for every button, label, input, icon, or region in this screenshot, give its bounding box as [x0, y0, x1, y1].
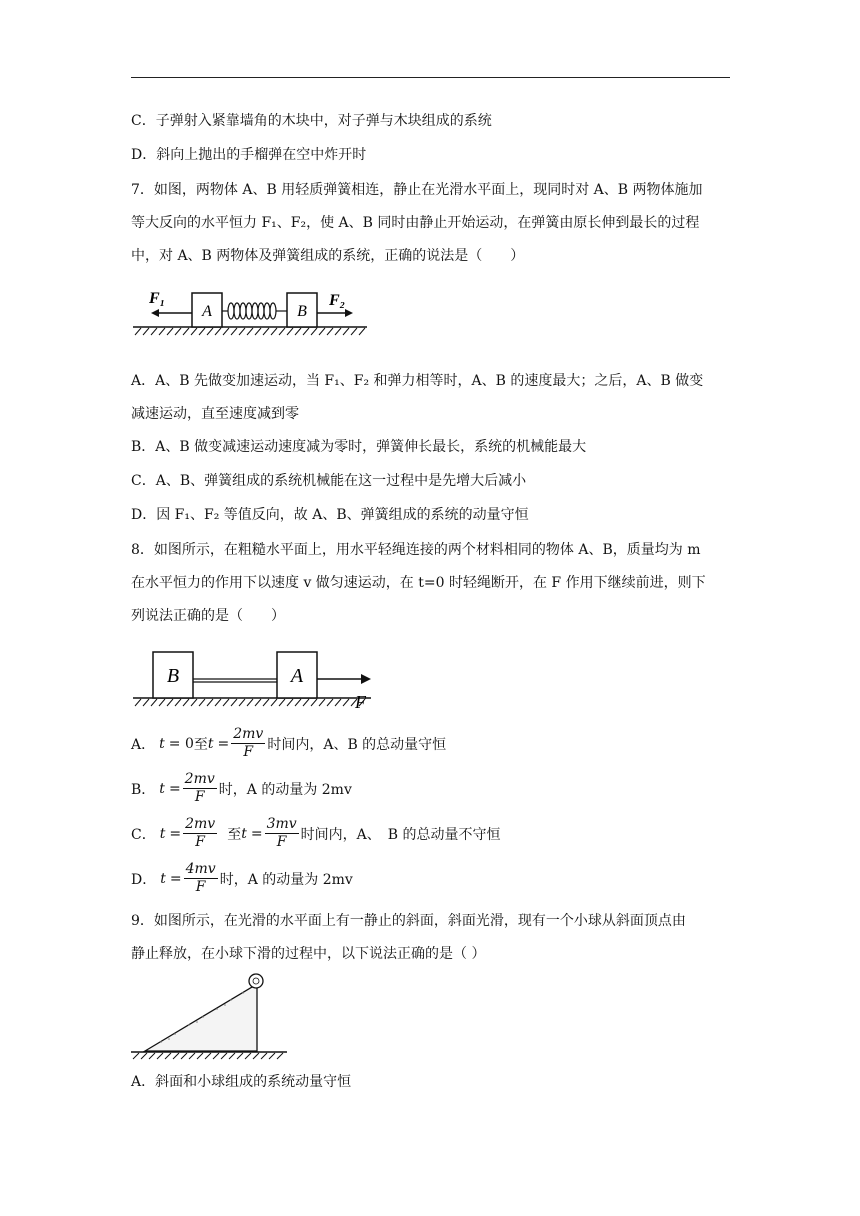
option-a7-line-2: 减速运动，直至速度减到零	[131, 406, 299, 422]
option-c8-var: t	[159, 825, 166, 842]
label-b: B	[297, 303, 307, 320]
fraction	[183, 771, 217, 806]
question-7-line-1: 7．如图，两物体 A、B 用轻质弹簧相连，静止在光滑水平面上，现同时对 A、B 两物体施加	[131, 182, 703, 198]
fraction-denominator: F	[195, 879, 206, 895]
option-d8-eq: =	[169, 870, 182, 887]
figure-8-rope-blocks	[131, 646, 381, 710]
option-d6: D．斜向上抛出的手榴弹在空中炸开时	[131, 147, 367, 163]
fraction-numerator: 2mv	[184, 771, 215, 787]
label-f1: F₁	[149, 290, 166, 307]
fraction-numerator: 2mv	[233, 726, 264, 742]
option-a9: A．斜面和小球组成的系统动量守恒	[131, 1074, 352, 1090]
spring	[222, 303, 287, 319]
label-b: B	[166, 665, 180, 687]
fraction-denominator: F	[243, 744, 254, 760]
label-f2: F₂	[329, 292, 346, 309]
option-a8-eq: =	[217, 735, 230, 752]
option-c8-eq2: =	[250, 825, 263, 842]
ball	[249, 974, 263, 988]
label-a: A	[202, 303, 212, 320]
option-b8	[131, 771, 352, 806]
option-b7: B．A、B 做变减速运动速度减为零时，弹簧伸长最长，系统的机械能最大	[131, 439, 587, 455]
figure-7-spring-blocks	[131, 283, 371, 341]
label-f: F	[355, 692, 366, 710]
option-c6: C．子弹射入紧靠墙角的木块中，对子弹与木块组成的系统	[131, 113, 492, 129]
option-a8-suffix: 时间内，A、B 的总动量守恒	[267, 736, 447, 753]
option-d8-suffix: 时，A 的动量为 2mv	[219, 871, 353, 888]
option-d8-var: t	[160, 870, 166, 887]
question-7-line-2: 等大反向的水平恒力 F₁、F₂，使 A、B 同时由静止开始运动，在弹簧由原长伸到最长的过程	[131, 215, 700, 231]
fraction-numerator: 2mv	[185, 816, 216, 832]
question-8-line-1: 8．如图所示，在粗糙水平面上，用水平轻绳连接的两个材料相同的物体 A、B，质量均为 m	[131, 542, 701, 558]
fraction-numerator: 3mv	[266, 816, 297, 832]
option-a8-to: 至	[193, 736, 208, 753]
option-a8	[131, 726, 446, 761]
fraction-denominator: F	[194, 789, 205, 805]
option-a8-var2: t	[207, 735, 214, 752]
fraction-denominator: F	[276, 834, 287, 850]
option-a8-eq0: = 0	[168, 735, 194, 752]
fraction-denominator: F	[195, 834, 205, 850]
option-a8-prefix: A．	[131, 736, 156, 753]
option-c8-to: 至	[227, 826, 242, 843]
question-8-line-2: 在水平恒力的作用下以速度 v 做匀速运动，在 t=0 时轻绳断开，在 F 作用下继续前进，则下	[131, 575, 706, 591]
fraction	[265, 816, 299, 851]
option-b8-var: t	[159, 780, 165, 797]
incline	[145, 984, 257, 1051]
option-a7-line-1: A．A、B 先做变加速运动，当 F₁、F₂ 和弹力相等时，A、B 的速度最大；之后，A、B 做变	[131, 373, 704, 389]
option-b8-prefix: B．	[131, 781, 156, 798]
figure-9-incline-ball	[131, 970, 291, 1062]
option-c8-suffix: 时间内，A、 B 的总动量不守恒	[300, 826, 501, 843]
option-b8-eq: =	[168, 780, 181, 797]
option-c7: C．A、B、弹簧组成的系统机械能在这一过程中是先增大后减小	[131, 473, 527, 489]
option-d8-prefix: D．	[131, 871, 157, 888]
option-c8-eq: =	[169, 825, 182, 842]
fraction-numerator: 4mv	[185, 861, 216, 877]
fraction	[184, 861, 218, 896]
option-a8-var: t	[159, 735, 165, 752]
label-a: A	[290, 665, 304, 687]
option-c8-var2: t	[241, 825, 247, 842]
option-b8-suffix: 时，A 的动量为 2mv	[218, 781, 352, 798]
question-9-line-1: 9．如图所示，在光滑的水平面上有一静止的斜面，斜面光滑，现有一个小球从斜面顶点由	[131, 913, 686, 929]
question-8-line-3: 列说法正确的是（ ）	[131, 608, 285, 624]
header-rule	[131, 77, 730, 78]
question-7-line-3: 中，对 A、B 两物体及弹簧组成的系统，正确的说法是（ ）	[131, 248, 525, 264]
fraction	[183, 816, 217, 851]
fraction	[231, 726, 265, 761]
question-9-line-2: 静止释放，在小球下滑的过程中，以下说法正确的是（ ）	[131, 946, 486, 962]
option-d7: D．因 F₁、F₂ 等值反向，故 A、B、弹簧组成的系统的动量守恒	[131, 507, 529, 523]
option-c8	[131, 816, 501, 851]
option-c8-prefix: C．	[131, 826, 156, 843]
option-d8	[131, 861, 353, 896]
